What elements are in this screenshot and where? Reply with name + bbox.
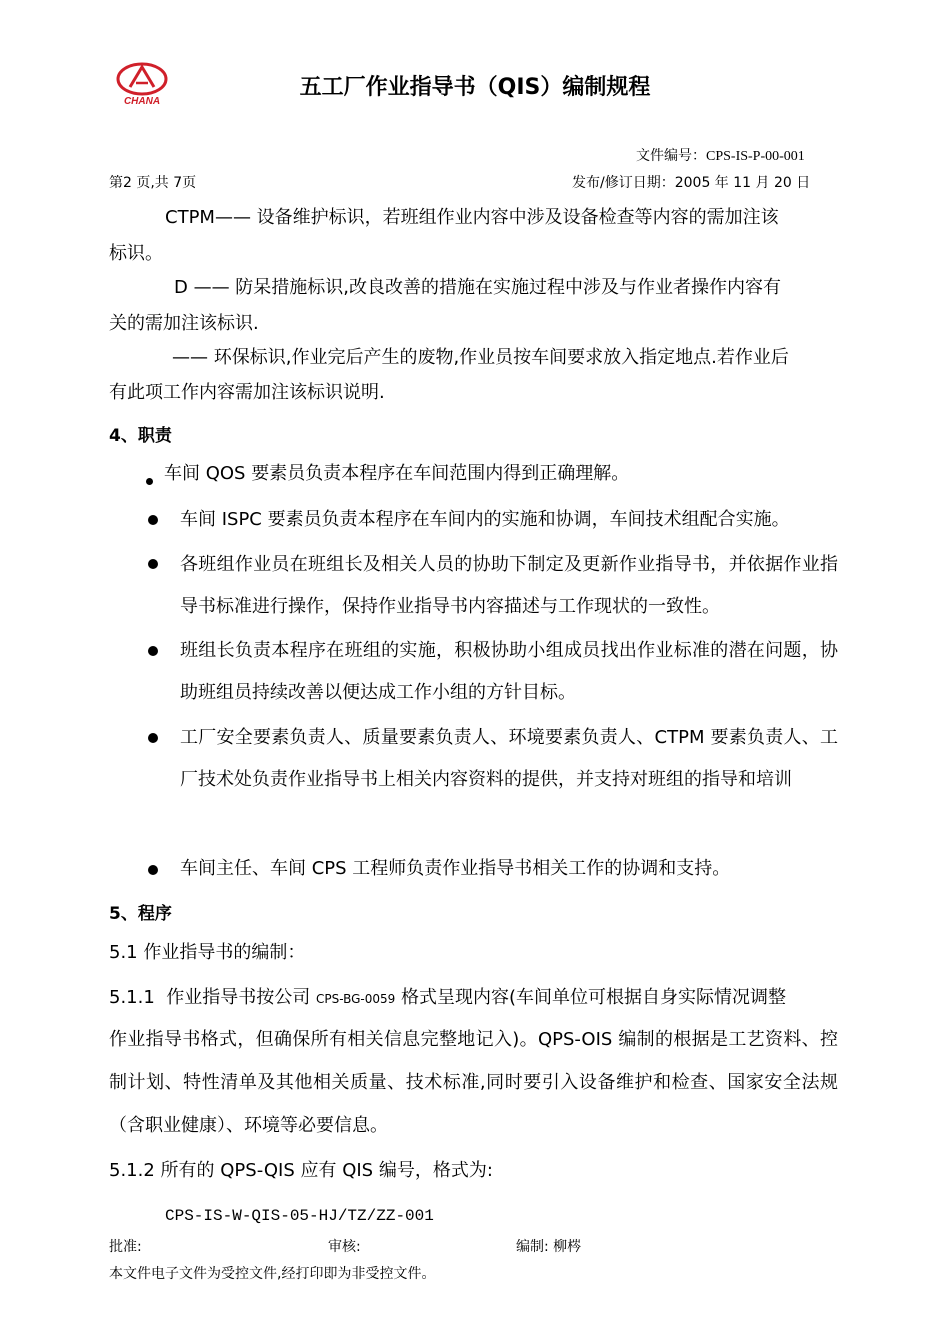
page-count: 第2 页,共 7页 <box>109 175 197 191</box>
page-title: 五工厂作业指导书（QIS）编制规程 <box>299 75 651 100</box>
doc-number: 文件编号：CPS-IS-P-00-001 <box>636 149 805 164</box>
section-5-heading: 5、程序 <box>109 904 172 924</box>
compiler-name: 柳梣 <box>553 1239 582 1255</box>
section-4-heading: 4、职责 <box>109 426 172 446</box>
compile-field <box>516 1236 581 1256</box>
env-mark-line1: —— 环保标识,作业完后产生的废物,作业员按车间要求放入指定地点.若作业后 <box>172 347 789 368</box>
env-mark-line2: 有此项工作内容需加注该标识说明. <box>109 382 385 403</box>
section-5-1-1-first-line <box>109 978 786 1019</box>
form-code: CPS-BG-0059 <box>315 992 396 1006</box>
section-4-item-5: 工厂安全要素负责人、质量要素负责人、环境要素负责人、CTPM 要素负责人、工厂技术处负责作业指导书上相关内容资料的提供，并支持对班组的指导和培训 <box>180 727 838 790</box>
qis-code-format: CPS-IS-W-QIS-05-HJ/TZ/ZZ-001 <box>165 1207 434 1225</box>
section-5-1-2: 5.1.2 所有的 QPS-QIS 应有 QIS 编号，格式为: <box>109 1160 493 1181</box>
section-5-1-1-prefix: 5.1.1 作业指导书按公司 <box>109 987 316 1008</box>
compile-label: 编制: <box>516 1239 549 1255</box>
section-4-item-6: 车间主任、车间 CPS 工程师负责作业指导书相关工作的协调和支持。 <box>180 858 731 879</box>
bullet-icon <box>146 478 153 485</box>
ctpm-mark-line2: 标识。 <box>109 243 163 264</box>
section-5-1: 5.1 作业指导书的编制： <box>109 942 306 963</box>
bullet-icon <box>148 515 158 525</box>
bullet-icon <box>148 865 158 875</box>
section-4-item-1: 车间 QOS 要素员负责本程序在车间范围内得到正确理解。 <box>164 463 630 484</box>
control-note: 本文件电子文件为受控文件,经打印即为非受控文件。 <box>109 1266 436 1282</box>
ctpm-mark-line1: CTPM—— 设备维护标识，若班组作业内容中涉及设备检查等内容的需加注该 <box>165 207 779 228</box>
bullet-icon <box>148 646 158 656</box>
logo-brand-text: CHANA <box>123 96 161 107</box>
bullet-icon <box>148 559 158 569</box>
section-4-item-2: 车间 ISPC 要素员负责本程序在车间内的实施和协调，车间技术组配合实施。 <box>180 509 790 530</box>
review-label: 审核: <box>328 1239 361 1255</box>
d-mark-line2: 关的需加注该标识. <box>109 313 259 334</box>
section-5-1-1-body: 作业指导书格式，但确保所有相关信息完整地记入)。QPS-OIS 编制的根据是工艺资料、控制计划、特性清单及其他相关质量、技术标准,同时要引入设备维护和检查、国家安全法规（含职业健康）、环境等必要信息。 <box>109 1029 838 1136</box>
issue-date: 发布/修订日期：2005 年 11 月 20 日 <box>572 175 811 191</box>
section-5-1-1-suffix: 格式呈现内容(车间单位可根据自身实际情况调整 <box>395 987 787 1008</box>
approve-label: 批准: <box>109 1239 142 1255</box>
bullet-icon <box>148 733 158 743</box>
section-4-item-4: 班组长负责本程序在班组的实施，积极协助小组成员找出作业标准的潜在问题，协助班组员持续改善以便达成工作小组的方针目标。 <box>180 640 838 703</box>
section-4-item-3: 各班组作业员在班组长及相关人员的协助下制定及更新作业指导书，并依据作业指导书标准进行操作，保持作业指导书内容描述与工作现状的一致性。 <box>180 554 838 617</box>
d-mark-line1: D —— 防呆措施标识,改良改善的措施在实施过程中涉及与作业者操作内容有 <box>174 277 782 298</box>
